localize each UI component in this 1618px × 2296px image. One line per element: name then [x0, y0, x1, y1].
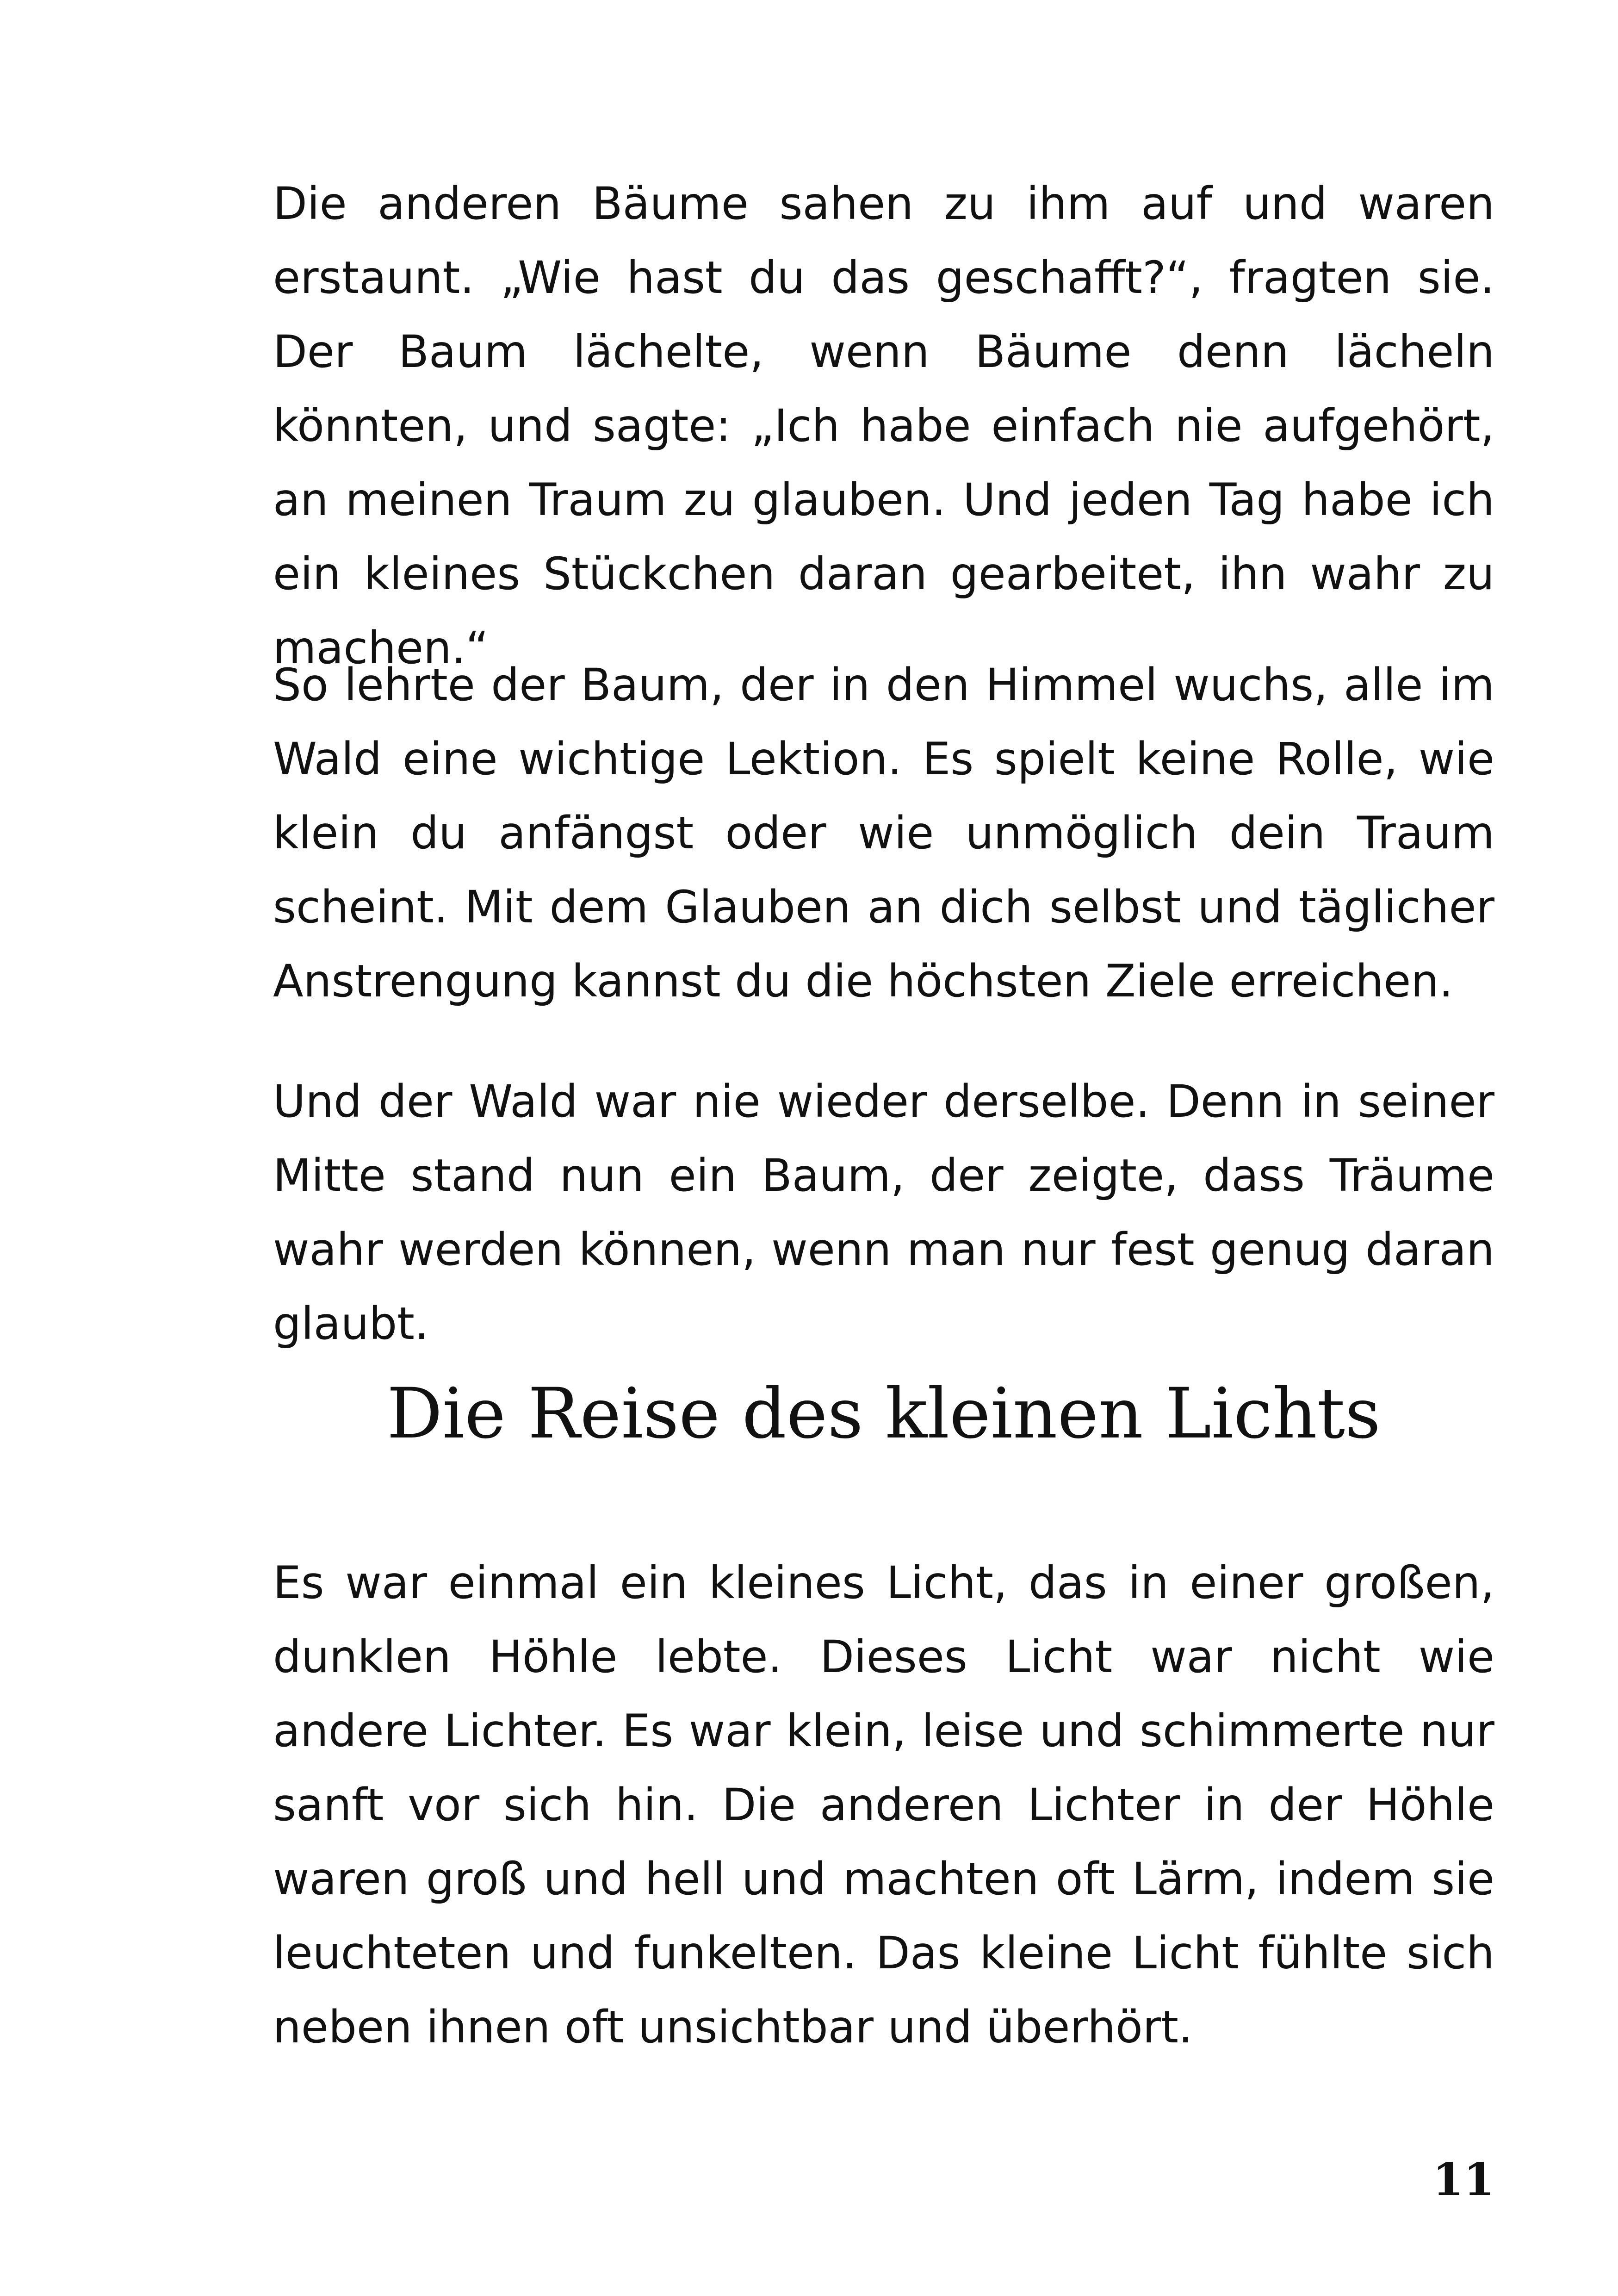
paragraph: So lehrte der Baum, der in den Himmel wuchs, alle im Wald eine wichtige Lektion. Es spielt keine Rolle, wie klein du anfängst oder wie unmöglich dein Traum scheint. Mit dem Glauben an dich selbst und täglicher Anstrengung kannst du die höchsten Ziele erreichen.: [273, 659, 1494, 1007]
chapter-heading: Die Reise des kleinen Lichts: [387, 1374, 1381, 1454]
page-number: 11: [1432, 2153, 1494, 2206]
paragraph: Und der Wald war nie wieder derselbe. Denn in seiner Mitte stand nun ein Baum, der zeigte, dass Träume wahr werden können, wenn man nur fest genug daran glaubt.: [273, 1076, 1494, 1350]
paragraph: Die anderen Bäume sahen zu ihm auf und waren erstaunt. „Wie hast du das geschafft?“, fragten sie. Der Baum lächelte, wenn Bäume denn lächeln könnten, und sagte: „Ich habe einfach nie aufgehört, an meinen Traum zu glauben. Und jeden Tag habe ich ein kleines Stückchen daran gearbeitet, ihn wahr zu machen.“: [273, 178, 1494, 674]
paragraph: Es war einmal ein kleines Licht, das in einer großen, dunklen Höhle lebte. Dieses Licht war nicht wie andere Lichter. Es war klein, leise und schimmerte nur sanft vor sich hin. Die anderen Lichter in der Höhle waren groß und hell und machten oft Lärm, indem sie leuchteten und funkelten. Das kleine Licht fühlte sich neben ihnen oft unsichtbar und überhört.: [273, 1557, 1494, 2053]
